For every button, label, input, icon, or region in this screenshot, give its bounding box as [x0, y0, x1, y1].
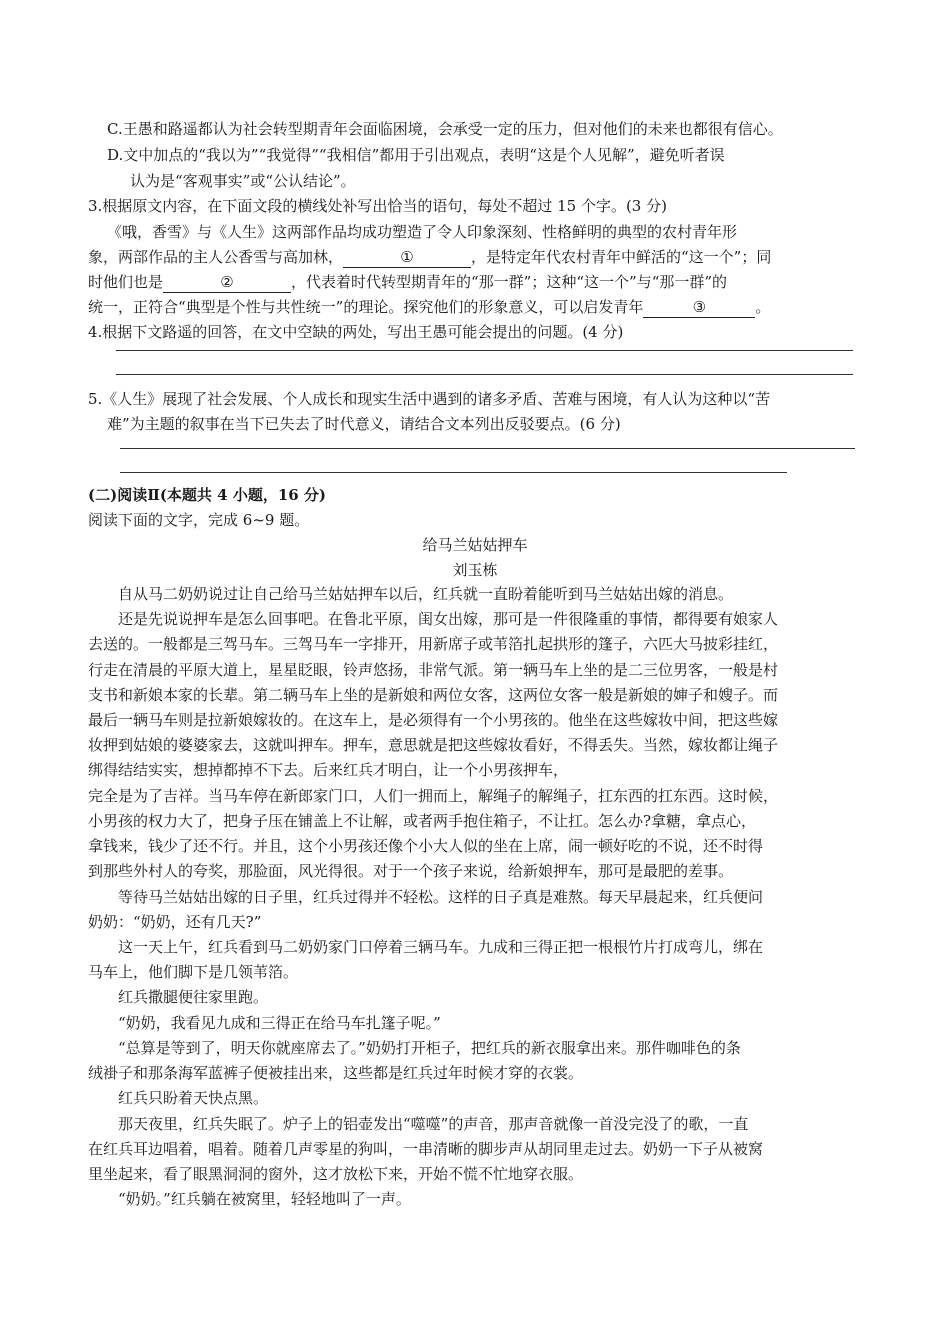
story-line: 妆押到姑娘的婆婆家去，这就叫押车。押车，意思就是把这些嫁妆看好，不得丢失。当然，嫁妆都让绳子: [88, 736, 779, 754]
q4-answer-line-2[interactable]: [116, 374, 853, 375]
story-line: 绒褂子和那条海军蓝裤子便被挂出来，这些都是红兵过年时候才穿的衣裳。: [88, 1064, 584, 1082]
story-line: 自从马二奶奶说过让自己给马兰姑姑押车以后，红兵就一直盼着能听到马兰姑姑出嫁的消息。: [118, 585, 734, 603]
story-line: 那天夜里，红兵失眠了。炉子上的铝壶发出“噬噬”的声音，那声音就像一首没完没了的歌，一直: [118, 1115, 749, 1133]
story-line: 支书和新娘本家的长辈。第二辆马车上坐的是新娘和两位女客，这两位女客一般是新娘的婶子和嫂子。而: [88, 686, 779, 704]
q3-blank-2[interactable]: ②: [163, 272, 291, 293]
story-line: 红兵撒腿便往家里跑。: [118, 988, 269, 1006]
q3-line2-b: ，是特定年代农村青年中鲜活的“这一个”；同: [471, 248, 772, 266]
q3-stem: 3.根据原文内容，在下面文段的横线处补写出恰当的语句，每处不超过 15 个字。(3 分): [88, 197, 667, 215]
story-line: 马车上，他们脚下是几领苇箔。: [88, 963, 299, 981]
q3-line2-a: 象，两部作品的主人公香雪与高加林，: [88, 248, 344, 266]
q3-line4-a: 统一，正符合“典型是个性与共性统一”的理论。探究他们的形象意义，可以启发青年: [88, 298, 644, 316]
story-line: 小男孩的权力大了，把身子压在铺盖上不让解，或者两手抱住箱子，不让扛。怎么办?拿糖，拿点心，: [88, 812, 757, 830]
q3-line3-a: 时他们也是: [88, 273, 164, 291]
section-heading: (二)阅读Ⅱ(本题共 4 小题，16 分): [88, 486, 327, 504]
story-line: 行走在清晨的平原大道上，星星眨眼，铃声悠扬，非常气派。第一辆马车上坐的是二三位男客，一般是村: [88, 661, 779, 679]
q5-line1: 5.《人生》展现了社会发展、个人成长和现实生活中遇到的诸多矛盾、苦难与困境，有人认为这种以“苦: [88, 390, 770, 408]
q5-answer-line-2[interactable]: [120, 472, 787, 473]
story-line: 这一天上午，红兵看到马二奶奶家门口停着三辆马车。九成和三得正把一根根竹片打成弯儿，绑在: [118, 938, 764, 956]
q2-option-d-line2: 认为是“客观事实”或“公认结论”。: [130, 172, 356, 190]
story-line: 最后一辆马车则是拉新娘嫁妆的。在这车上，是必须得有一个小男孩的。他坐在这些嫁妆中间，把这些嫁: [88, 711, 779, 729]
q2-option-c: C.王愚和路遥都认为社会转型期青年会面临困境，会承受一定的压力，但对他们的未来也都很有信心。: [107, 120, 783, 138]
q3-line1: 《哦，香雪》与《人生》这两部作品均成功塑造了令人印象深刻、性格鲜明的典型的农村青年形: [107, 223, 738, 241]
story-author: 刘玉栋: [452, 561, 498, 579]
q5-answer-line-1[interactable]: [120, 448, 855, 449]
q4-stem: 4.根据下文路遥的回答，在文中空缺的两处，写出王愚可能会提出的问题。(4 分): [88, 323, 624, 341]
story-line: 去送的。一般都是三驾马车。三驾马车一字排开，用新席子或苇箔扎起拱形的篷子，六匹大马披彩挂红，: [88, 635, 779, 653]
q3-line3-b: ，代表着时代转型期青年的“那一群”；这种“这一个”与“那一群”的: [291, 273, 728, 291]
story-title: 给马兰姑姑押车: [422, 536, 528, 554]
q3-blank-3[interactable]: ③: [643, 297, 755, 318]
story-line: 奶奶：“奶奶，还有几天?”: [88, 913, 262, 931]
story-line: “奶奶，我看见九成和三得正在给马车扎篷子呢。”: [118, 1014, 441, 1032]
q3-line2: [88, 247, 771, 268]
section-instruction: 阅读下面的文字，完成 6~9 题。: [88, 511, 310, 529]
q3-line4: [88, 297, 770, 318]
q3-blank-1[interactable]: ①: [343, 247, 471, 268]
story-line: 拿钱来，钱少了还不行。并且，这个小男孩还像个小大人似的坐在上席，闹一顿好吃的不说，还不时得: [88, 837, 764, 855]
story-line: “奶奶。”红兵躺在被窝里，轻轻地叫了一声。: [118, 1190, 411, 1208]
story-line: 还是先说说押车是怎么回事吧。在鲁北平原，闺女出嫁，那可是一件很隆重的事情，都得要有娘家人: [118, 610, 779, 628]
story-line: 在红兵耳边唱着，唱着。随着几声零星的狗叫，一串清晰的脚步声从胡同里走过去。奶奶一下子从被窝: [88, 1140, 764, 1158]
story-line: 等待马兰姑姑出嫁的日子里，红兵过得并不轻松。这样的日子真是难熬。每天早晨起来，红兵便问: [118, 888, 764, 906]
story-line: 红兵只盼着天快点黑。: [118, 1089, 269, 1107]
story-line: “总算是等到了，明天你就座席去了。”奶奶打开柜子，把红兵的新衣服拿出来。那件咖啡色的条: [118, 1039, 741, 1057]
story-line: 绑得结结实实，想掉都掉不下去。后来红兵才明白，让一个小男孩押车，: [88, 761, 569, 779]
q2-option-d-line1: D.文中加点的“我以为”“我觉得”“我相信”都用于引出观点，表明“这是个人见解”，避免听者误: [107, 146, 725, 164]
q3-line4-b: 。: [755, 298, 771, 316]
story-line: 到那些外村人的夸奖，那脸面，风光得很。对于一个孩子来说，给新娘押车，那可是最肥的差事。: [88, 862, 734, 880]
story-line: 完全是为了吉祥。当马车停在新郎家门口，人们一拥而上，解绳子的解绳子，扛东西的扛东西。这时候，: [88, 787, 779, 805]
story-line: 里坐起来，看了眼黑洞洞的窗外，这才放松下来，开始不慌不忙地穿衣服。: [88, 1165, 584, 1183]
q4-answer-line-1[interactable]: [116, 350, 853, 351]
q3-line3: [88, 272, 727, 293]
q5-line2: 难”为主题的叙事在当下已失去了时代意义，请结合文本列出反驳要点。(6 分): [107, 415, 621, 433]
